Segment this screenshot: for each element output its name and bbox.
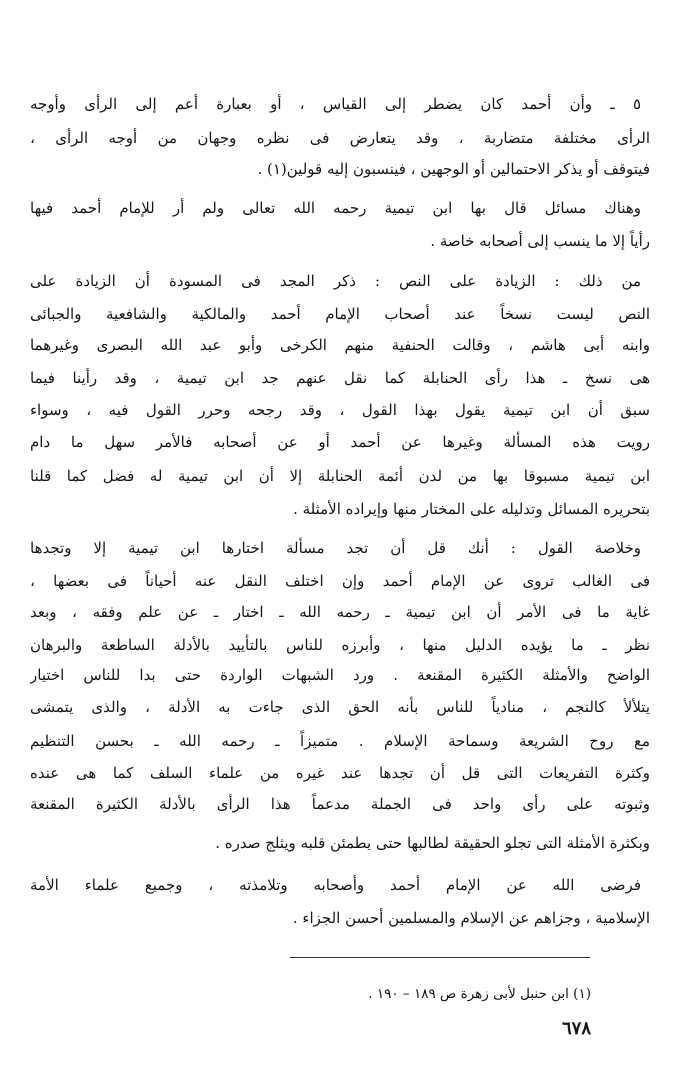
text-line: وكثرة التفريعات التى قل أن تجدها عند غيره من علماء السلف كما هى عنده — [30, 764, 650, 782]
text-line: بتحريره المسائل وتدليله على المختار منها وإيراده الأمثلة . — [293, 500, 650, 518]
text-line: غاية ما فى الأمر أن ابن تيمية ـ رحمه الله ـ اختار ـ عن علم وفقه ، وبعد — [30, 603, 650, 621]
text-line: فيتوقف أو يذكر الاحتمالين أو الوجهين ، فينسبون إليه قولين(١) . — [257, 160, 650, 178]
text-line: من ذلك : الزيادة على النص : ذكر المجد فى المسودة أن الزيادة على — [30, 272, 641, 290]
text-line: وخلاصة القول : أنك قل أن تجد مسألة اختارها ابن تيمية إلا وتجدها — [30, 539, 641, 557]
text-line: رأياً إلا ما ينسب إلى أصحابه خاصة . — [430, 232, 650, 250]
footnote: (١) ابن حنبل لأبى زهرة ص ١٨٩ – ١٩٠ . — [368, 986, 591, 1002]
text-line: وبكثرة الأمثلة التى تجلو الحقيقة لطالبها حتى يطمئن قلبه ويثلج صدره . — [215, 834, 650, 852]
book-page — [30, 0, 650, 1087]
text-line: ٥ ـ وأن أحمد كان يضطر إلى القياس ، أو بعبارة أعم إلى الرأى وأوجه — [30, 95, 641, 113]
text-line: ابن تيمية مسبوقا بها من لدن أئمة الحنابلة إلا أن ابن تيمية له فضل كما قلنا — [30, 467, 650, 485]
footnote-separator — [290, 957, 590, 958]
text-line: سبق أن ابن تيمية يقول بهذا القول ، وقد رجحه وحرر القول فيه ، وسواء — [30, 401, 650, 419]
text-line: هى نسخ ـ هذا رأى الحنابلة كما نقل عنهم جد ابن تيمية ، وقد رأينا فيما — [30, 369, 650, 387]
text-line: الواضح والأمثلة الكثيرة المقنعة . ورد الشبهات الواردة حتى بدا للناس اختيار — [30, 666, 650, 684]
text-line: وثبوته على رأى واحد فى الجملة مدعماً هذا الرأى بالأدلة الكثيرة المقنعة — [30, 795, 650, 813]
text-line: يتلألأ كالنجم ، منادياً للناس بأنه الحق الذى جاءت به الأدلة ، والذى يتمشى — [30, 698, 650, 716]
text-line: الرأى مختلفة متضاربة ، وقد يتعارض فى نظره وجهان من أوجه الرأى ، — [30, 129, 650, 147]
text-line: فرضى الله عن الإمام أحمد وأصحابه وتلامذته ، وجميع علماء الأمة — [30, 876, 641, 894]
text-line: فى الغالب تروى عن الإمام أحمد وإن اختلف النقل عنه أحياناً فى بعضها ، — [30, 572, 650, 590]
text-line: نظر ـ ما يؤيده الدليل منها ، وأبرزه للناس بالتأييد بالأدلة الساطعة والبرهان — [30, 636, 650, 654]
text-line: مع روح الشريعة وسماحة الإسلام . متميزاً ـ رحمه الله ـ بحسن التنظيم — [30, 732, 650, 750]
text-line: وابنه أبى هاشم ، وقالت الحنفية منهم الكرخى وأبو عبد الله البصرى وغيرهما — [30, 336, 650, 354]
text-line: الإسلامية ، وجزاهم عن الإسلام والمسلمين أحسن الجزاء . — [292, 909, 650, 927]
text-line: رويت هذه المسألة وغيرها عن أحمد أو عن أصحابه فالأمر سهل ما دام — [30, 433, 650, 451]
page-number: ٦٧٨ — [561, 1018, 591, 1039]
text-line: النص ليست نسخاً عند أصحاب الإمام أحمد والمالكية والشافعية والجبائى — [30, 305, 650, 323]
text-line: وهناك مسائل قال بها ابن تيمية رحمه الله تعالى ولم أر للإمام أحمد فيها — [30, 199, 641, 217]
